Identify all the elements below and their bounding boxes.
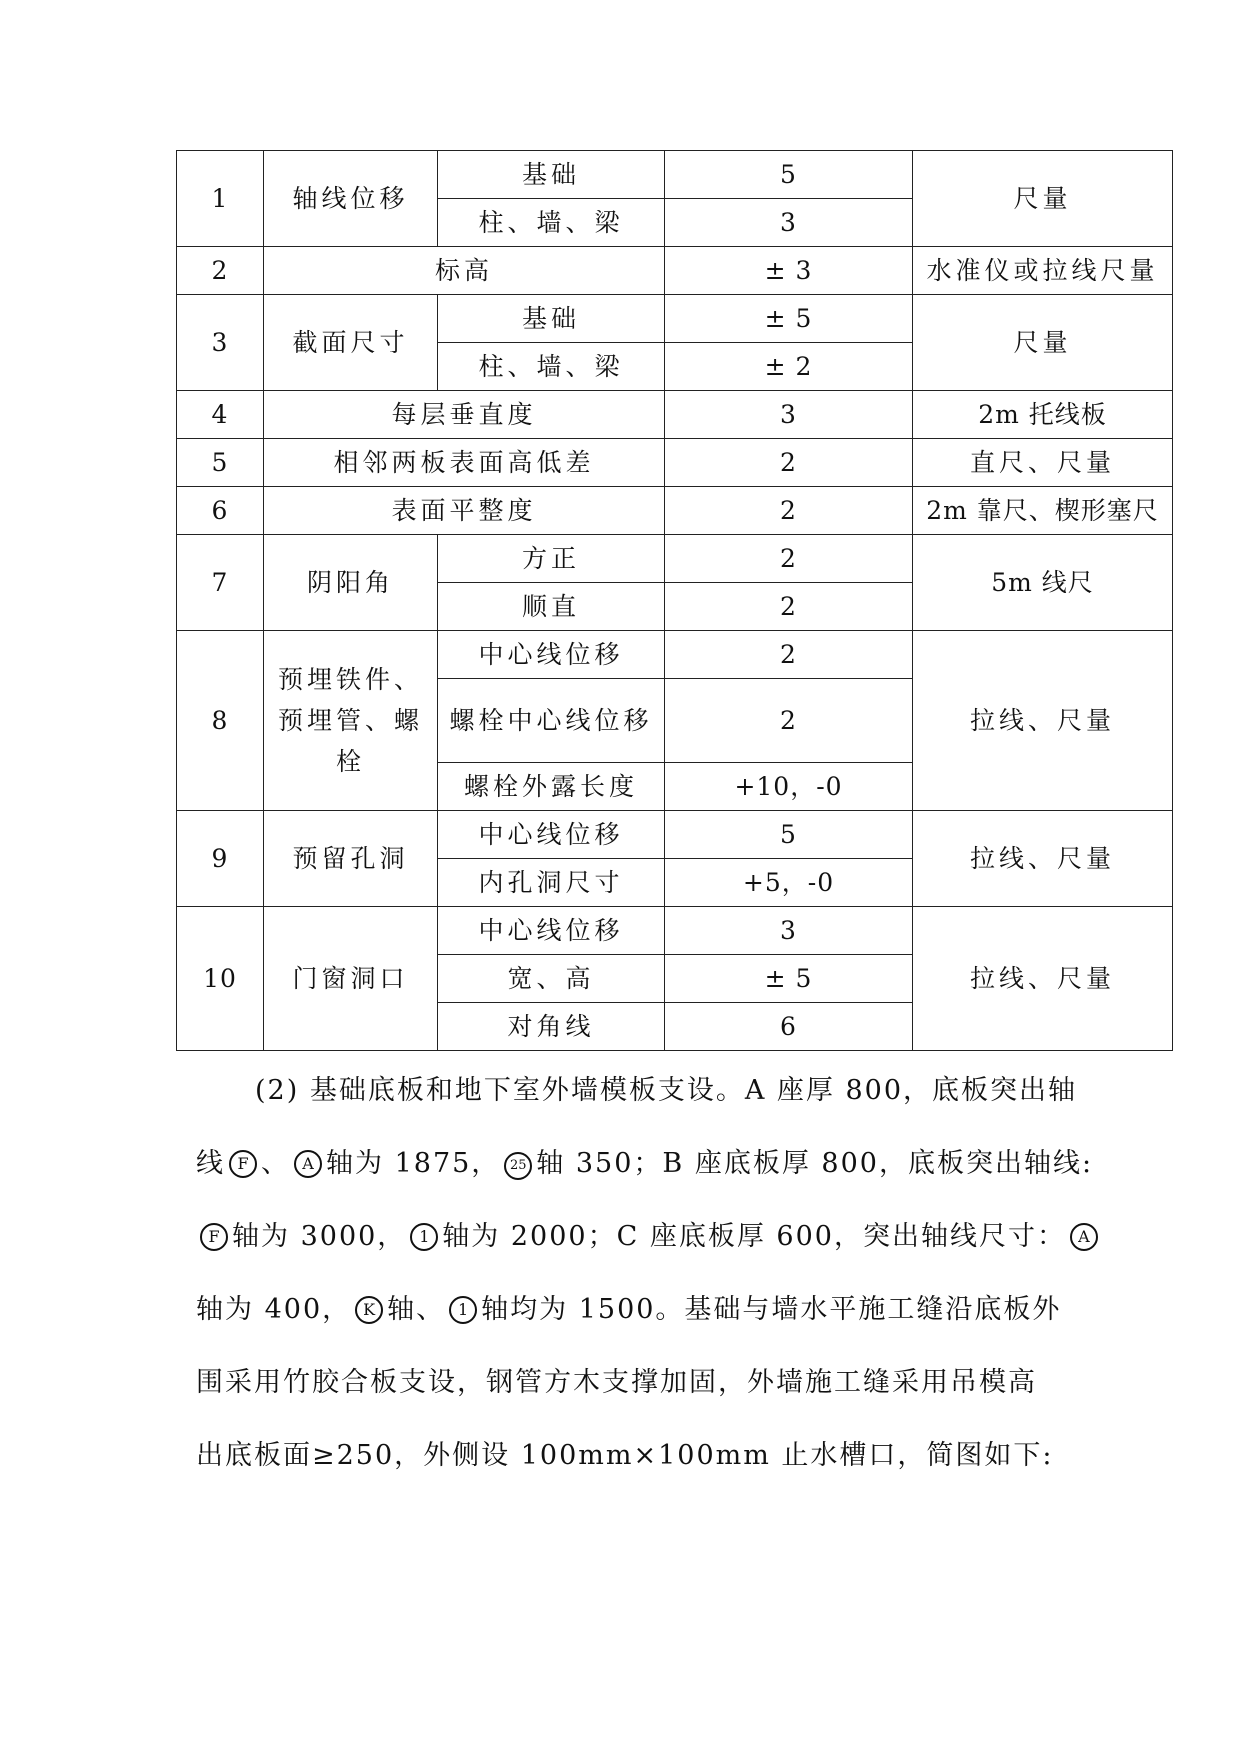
sub-item: 螺栓外露长度 (438, 763, 665, 811)
paragraph-text: 轴为 2000；C 座底板厚 600，突出轴线尺寸： (442, 1221, 1066, 1252)
paragraph-text: 轴 350；B 座底板厚 800，底板突出轴线: (536, 1148, 1094, 1179)
paragraph-line (196, 1274, 1062, 1346)
check-method: 5m 线尺 (913, 535, 1173, 631)
tolerance-value: 2 (665, 439, 913, 487)
tolerance-value: ± 3 (665, 247, 913, 295)
check-method: 2m 托线板 (913, 391, 1173, 439)
sub-item: 对角线 (438, 1003, 665, 1051)
axis-marker-icon: A (1070, 1223, 1098, 1251)
item-name: 阴阳角 (264, 535, 438, 631)
sub-item: 柱、墙、梁 (438, 199, 665, 247)
axis-marker-icon: 25 (504, 1152, 532, 1180)
tolerance-value: 5 (665, 151, 913, 199)
item-name: 表面平整度 (264, 487, 665, 535)
sub-item: 柱、墙、梁 (438, 343, 665, 391)
axis-marker-icon: F (229, 1150, 257, 1178)
item-name: 标高 (264, 247, 665, 295)
check-method: 尺量 (913, 295, 1173, 391)
sub-item: 螺栓中心线位移 (438, 679, 665, 763)
tolerance-value: 6 (665, 1003, 913, 1051)
tolerance-value: 3 (665, 199, 913, 247)
tolerance-value: 2 (665, 631, 913, 679)
tolerance-value: 2 (665, 679, 913, 763)
paragraph-line: 围采用竹胶合板支设，钢管方木支撑加固，外墙施工缝采用吊模高 (196, 1367, 1037, 1398)
axis-marker-icon: F (200, 1223, 228, 1251)
tolerance-value: +10，-0 (665, 763, 913, 811)
table-row (177, 151, 1173, 199)
sub-item: 方正 (438, 535, 665, 583)
paragraph-text: 轴为 3000， (232, 1221, 407, 1252)
item-name: 相邻两板表面高低差 (264, 439, 665, 487)
paragraph-line: 出底板面≥250，外侧设 100mm×100mm 止水槽口，简图如下: (196, 1440, 1054, 1471)
paragraph-text: 轴为 1875， (326, 1148, 501, 1179)
table-row (177, 631, 1173, 679)
sub-item: 宽、高 (438, 955, 665, 1003)
sub-item: 中心线位移 (438, 631, 665, 679)
row-number: 5 (177, 439, 264, 487)
axis-marker-icon: A (294, 1150, 322, 1178)
table-row (177, 535, 1173, 583)
check-method: 直尺、尺量 (913, 439, 1173, 487)
row-number: 10 (177, 907, 264, 1051)
axis-marker-icon: 1 (449, 1296, 477, 1324)
paragraph-text: 轴为 400， (196, 1294, 352, 1325)
table-row (177, 811, 1173, 859)
sub-item: 中心线位移 (438, 811, 665, 859)
check-method: 拉线、尺量 (913, 811, 1173, 907)
tolerance-value: 3 (665, 391, 913, 439)
check-method: 拉线、尺量 (913, 907, 1173, 1051)
item-name: 截面尺寸 (264, 295, 438, 391)
item-name: 预留孔洞 (264, 811, 438, 907)
axis-marker-icon: K (355, 1296, 383, 1324)
tolerance-value: ± 5 (665, 295, 913, 343)
check-method: 拉线、尺量 (913, 631, 1173, 811)
table-row (177, 295, 1173, 343)
row-number: 9 (177, 811, 264, 907)
table-row (177, 439, 1173, 487)
paragraph-text: 、 (261, 1148, 290, 1179)
sub-item: 基础 (438, 295, 665, 343)
tolerance-value: 5 (665, 811, 913, 859)
check-method: 2m 靠尺、楔形塞尺 (913, 487, 1173, 535)
tolerance-table (176, 150, 1173, 1051)
row-number: 2 (177, 247, 264, 295)
table-row (177, 907, 1173, 955)
tolerance-value: 2 (665, 583, 913, 631)
table-row (177, 391, 1173, 439)
row-number: 6 (177, 487, 264, 535)
sub-item: 顺直 (438, 583, 665, 631)
item-name: 预埋铁件、预埋管、螺栓 (264, 631, 438, 811)
sub-item: 内孔洞尺寸 (438, 859, 665, 907)
paragraph-text: 轴、 (387, 1294, 446, 1325)
paragraph-line (196, 1201, 1090, 1273)
tolerance-value: 3 (665, 907, 913, 955)
paragraph-text: 线 (196, 1148, 225, 1179)
tolerance-value: ± 5 (665, 955, 913, 1003)
item-name: 每层垂直度 (264, 391, 665, 439)
row-number: 1 (177, 151, 264, 247)
table-row (177, 487, 1173, 535)
tolerance-value: 2 (665, 535, 913, 583)
check-method: 尺量 (913, 151, 1173, 247)
tolerance-value: 2 (665, 487, 913, 535)
sub-item: 中心线位移 (438, 907, 665, 955)
paragraph-line (196, 1128, 1094, 1200)
paragraph-text: 轴均为 1500。基础与墙水平施工缝沿底板外 (481, 1294, 1062, 1325)
paragraph-line: (2) 基础底板和地下室外墙模板支设。A 座厚 800，底板突出轴 (255, 1075, 1078, 1106)
item-name: 门窗洞口 (264, 907, 438, 1051)
tolerance-value: +5，-0 (665, 859, 913, 907)
item-name: 轴线位移 (264, 151, 438, 247)
table-row (177, 247, 1173, 295)
row-number: 8 (177, 631, 264, 811)
axis-marker-icon: 1 (410, 1223, 438, 1251)
row-number: 3 (177, 295, 264, 391)
row-number: 4 (177, 391, 264, 439)
check-method: 水准仪或拉线尺量 (913, 247, 1173, 295)
tolerance-value: ± 2 (665, 343, 913, 391)
sub-item: 基础 (438, 151, 665, 199)
row-number: 7 (177, 535, 264, 631)
